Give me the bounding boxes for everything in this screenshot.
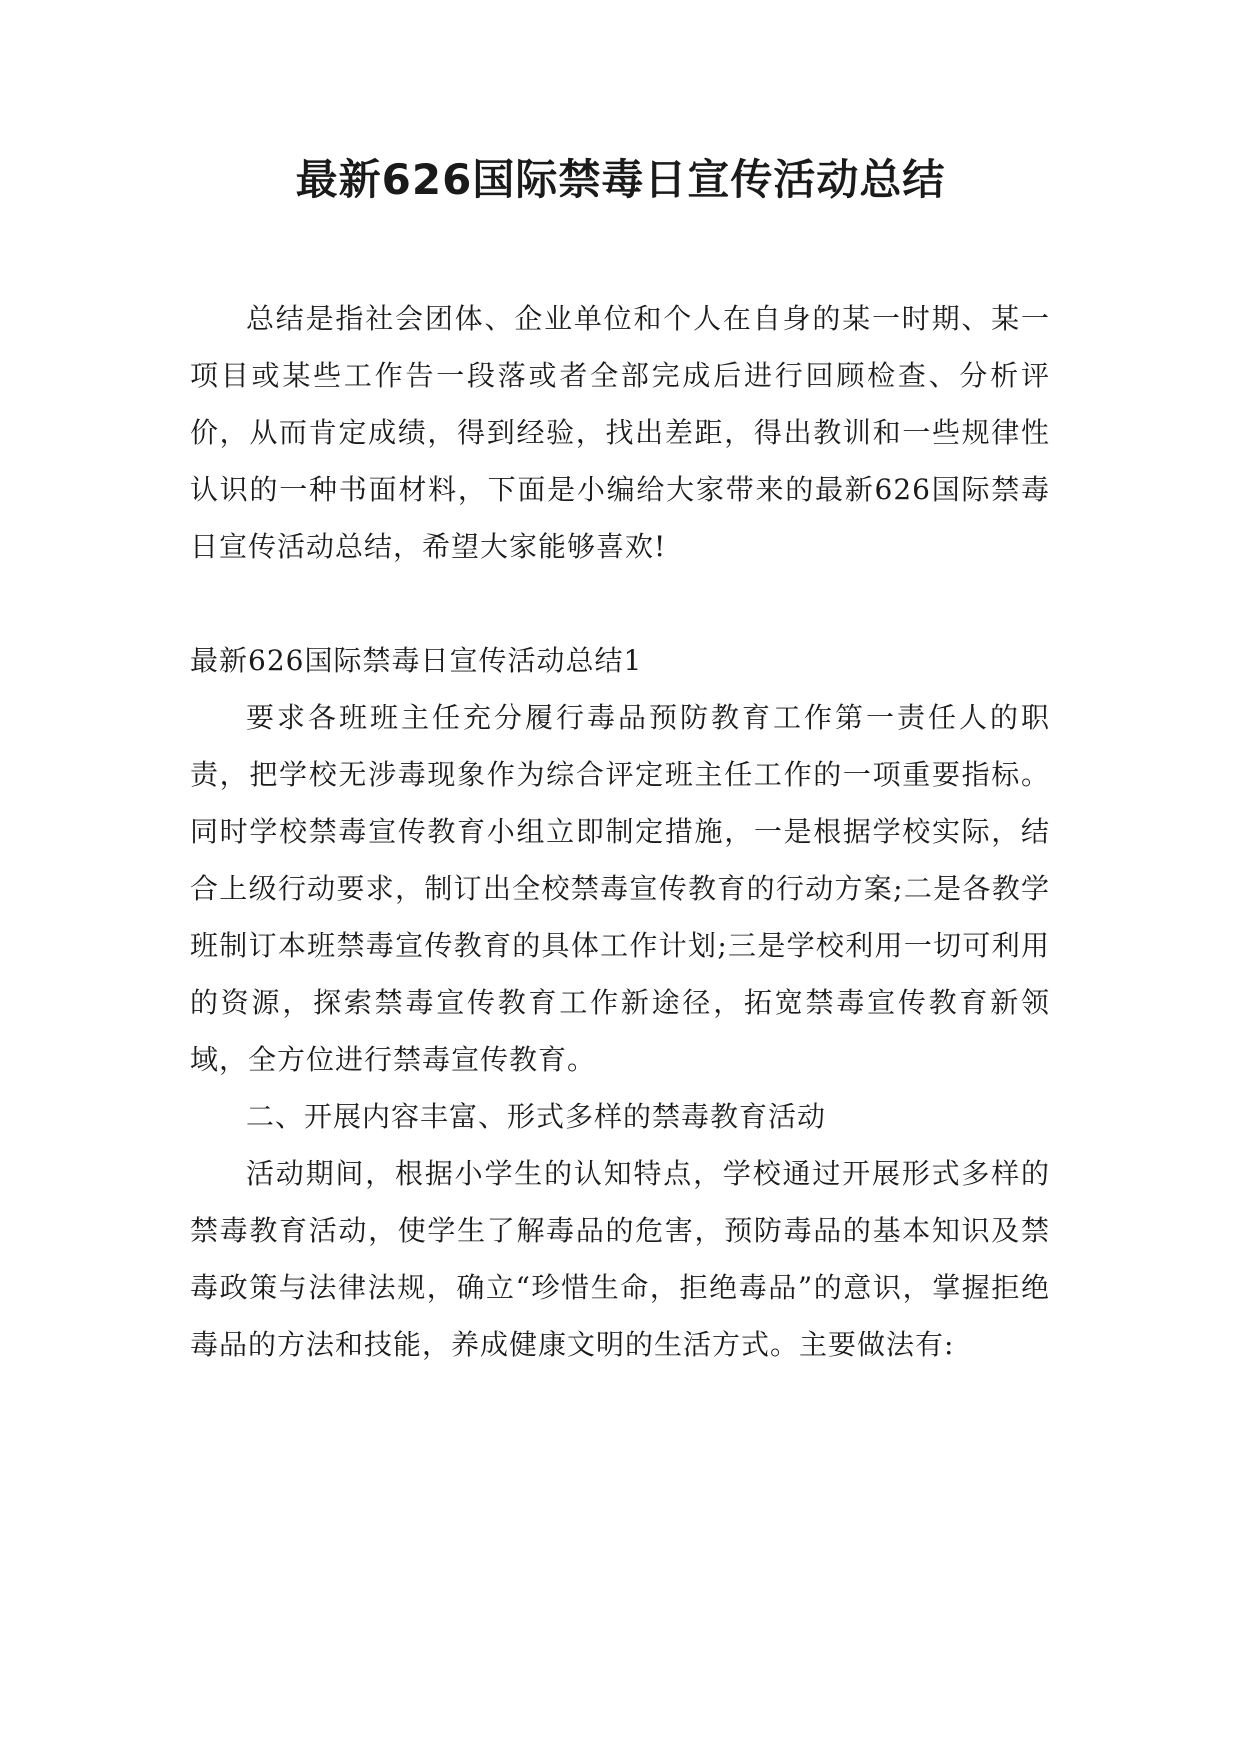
section-heading: 最新626国际禁毒日宣传活动总结1 xyxy=(190,644,643,677)
intro-paragraph: 总结是指社会团体、企业单位和个人在自身的某一时期、某一项目或某些工作告一段落或者全部完成后进行回顾检查、分析评价，从而肯定成绩，得到经验，找出差距，得出教训和一些规律性认识的一种书面材料，下面是小编给大家带来的最新626国际禁毒日宣传活动总结，希望大家能够喜欢! xyxy=(190,302,1050,563)
subsection-heading: 二、开展内容丰富、形式多样的禁毒教育活动 xyxy=(246,1100,827,1133)
body-paragraph-2: 活动期间，根据小学生的认知特点，学校通过开展形式多样的禁毒教育活动，使学生了解毒品的危害，预防毒品的基本知识及禁毒政策与法律法规，确立“珍惜生命，拒绝毒品”的意识，掌握拒绝毒品的方法和技能，养成健康文明的生活方式。主要做法有: xyxy=(190,1157,1050,1361)
body-paragraph-1: 要求各班班主任充分履行毒品预防教育工作第一责任人的职责，把学校无涉毒现象作为综合评定班主任工作的一项重要指标。同时学校禁毒宣传教育小组立即制定措施，一是根据学校实际，结合上级行动要求，制订出全校禁毒宣传教育的行动方案;二是各教学班制订本班禁毒宣传教育的具体工作计划;三是学校利用一切可利用的资源，探索禁毒宣传教育工作新途径，拓宽禁毒宣传教育新领域，全方位进行禁毒宣传教育。 xyxy=(190,701,1050,1076)
document-body xyxy=(190,290,1050,1373)
paragraph-spacer xyxy=(190,575,1050,632)
document-title: 最新626国际禁毒日宣传活动总结 xyxy=(295,155,946,204)
